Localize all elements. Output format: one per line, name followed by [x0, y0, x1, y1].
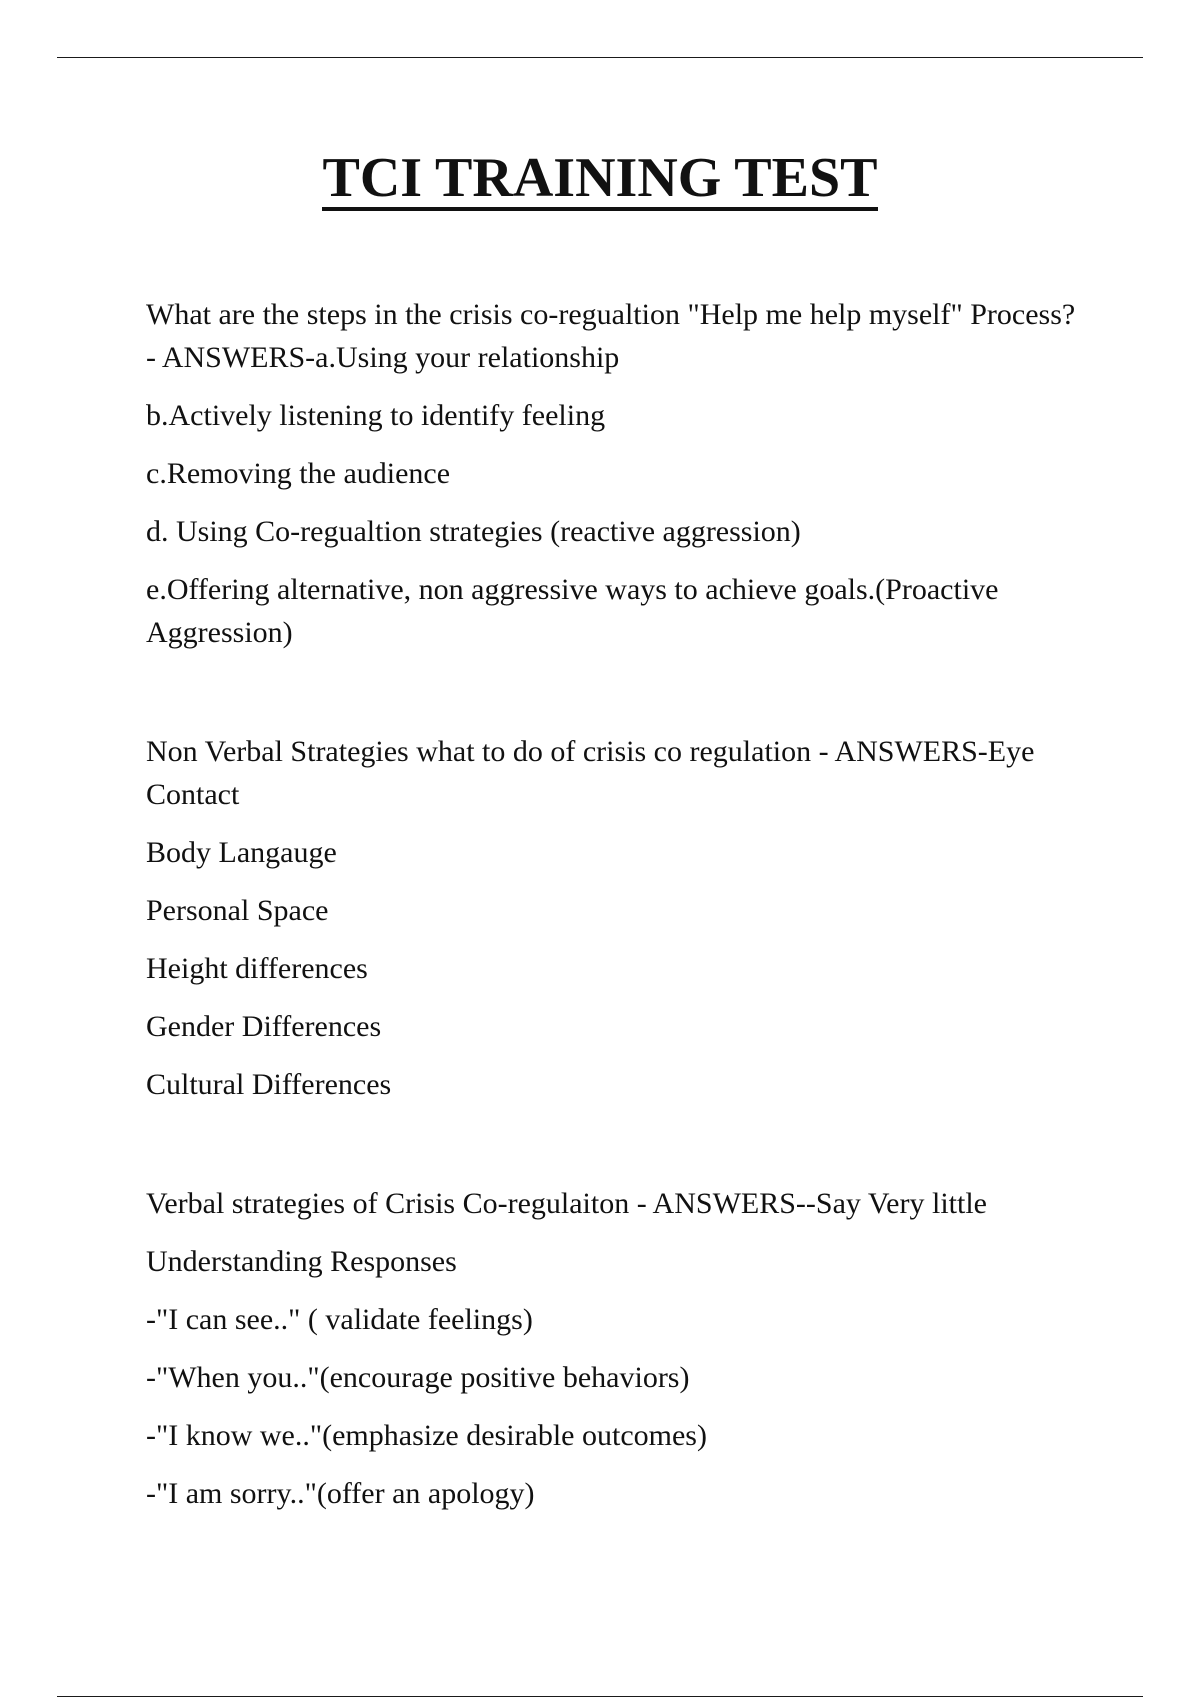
answer-line: Cultural Differences — [146, 1068, 392, 1101]
question-answer: Verbal strategies of Crisis Co-regulaiton - ANSWERS--Say Very little — [146, 1187, 987, 1220]
answer-line: Gender Differences — [146, 1010, 382, 1043]
document-body — [146, 293, 1076, 1530]
answer-line: Understanding Responses — [146, 1245, 457, 1278]
answer-line: Personal Space — [146, 894, 329, 927]
answer-line: c.Removing the audience — [146, 457, 451, 490]
header-rule — [57, 57, 1143, 58]
answer-line: Body Langauge — [146, 836, 337, 869]
answer-line: -"When you.."(encourage positive behaviors) — [146, 1361, 690, 1394]
footer-rule — [57, 1696, 1143, 1697]
answer-line: e.Offering alternative, non aggressive ways to achieve goals.(Proactive Aggression) — [146, 573, 999, 649]
page-title-text: TCI TRAINING TEST — [322, 147, 878, 209]
qa-block-verbal — [146, 1182, 1076, 1515]
answer-line: -"I am sorry.."(offer an apology) — [146, 1477, 535, 1510]
qa-block-steps — [146, 293, 1076, 654]
answer-line: d. Using Co-regualtion strategies (reactive aggression) — [146, 515, 801, 548]
qa-block-nonverbal — [146, 730, 1076, 1106]
question-answer: Non Verbal Strategies what to do of crisis co regulation - ANSWERS-Eye Contact — [146, 735, 1035, 811]
answer-line: b.Actively listening to identify feeling — [146, 399, 606, 432]
page-title — [0, 145, 1200, 211]
answer-line: -"I can see.." ( validate feelings) — [146, 1303, 533, 1336]
answer-line: Height differences — [146, 952, 368, 985]
answer-line: -"I know we.."(emphasize desirable outcomes) — [146, 1419, 707, 1452]
question-answer: What are the steps in the crisis co-regualtion "Help me help myself" Process? - ANSWERS-a.Using your relationship — [146, 298, 1076, 374]
